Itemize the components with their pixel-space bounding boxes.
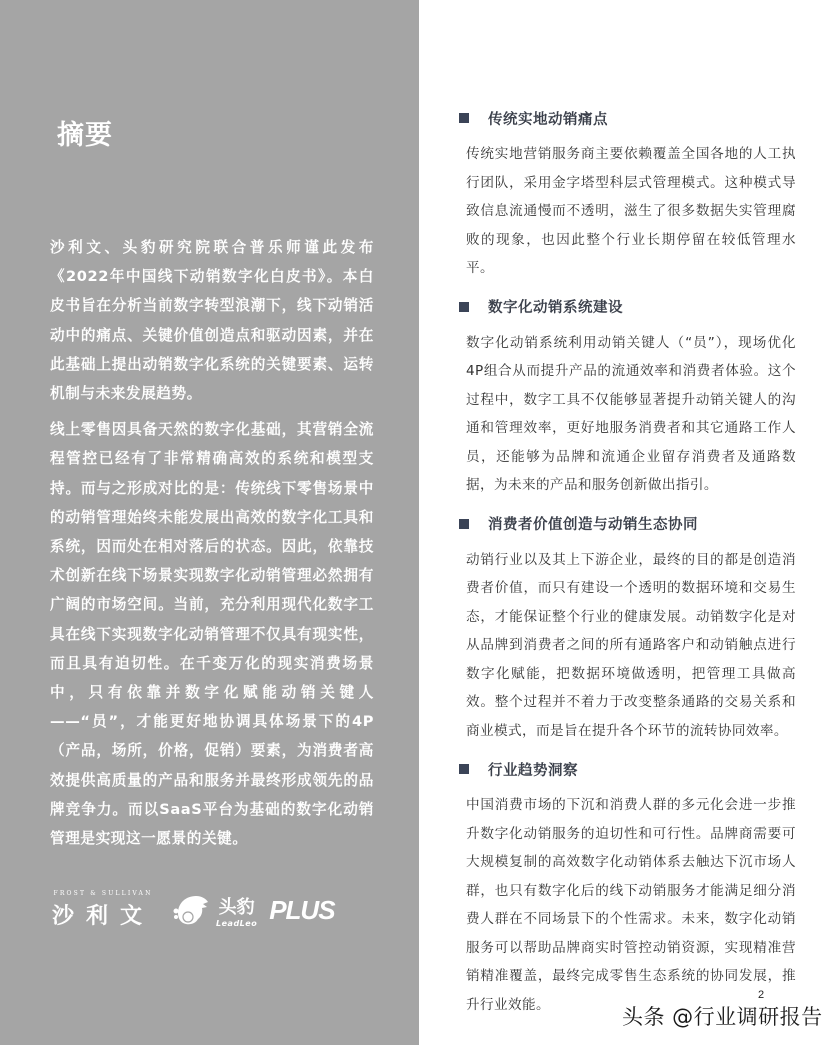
sections-column xyxy=(458,104,796,1029)
leopard-head-icon xyxy=(172,893,210,927)
frost-sullivan-cn: 沙利文 xyxy=(52,904,155,929)
watermark: 头条 @行业调研报告 xyxy=(622,1005,823,1029)
summary-body xyxy=(50,233,374,860)
leadleo-cn: 头豹 xyxy=(218,896,255,918)
leadleo-logo xyxy=(172,893,257,928)
frost-sullivan-en: FROST & SULLIVAN xyxy=(53,890,153,897)
section-body: 传统实地营销服务商主要依赖覆盖全国各地的人工执行团队，采用金字塔型科层式管理模式。这种模式导致信息流通慢而不透明，滋生了很多数据失实管理腐败的现象，也因此整个行业长期停留在较低管理水平。 xyxy=(466,146,796,276)
section-industry-trends xyxy=(458,755,796,1019)
section-body: 动销行业以及其上下游企业，最终的目的都是创造消费者价值，而只有建设一个透明的数据环境和交易生态，才能保证整个行业的健康发展。动销数字化是对从品牌到消费者之间的所有通路客户和动销触点进行数字化赋能，把数据环境做透明，把管理工具做高效。整个过程并不着力于改变整条通路的交易关系和商业模式，而是旨在提升各个环节的流转协同效率。 xyxy=(466,551,796,739)
section-body: 中国消费市场的下沉和消费人群的多元化会进一步推升数字化动销服务的迫切性和可行性。品牌商需要可大规模复制的高效数字化动销体系去触达下沉市场人群，也只有数字化后的线下动销服务才能满足细分消费人群在不同场景下的个性需求。未来，数字化动销服务可以帮助品牌商实时管控动销资源，实现精准营销精准覆盖，最终完成零售生态系统的协同发展，推升行业效能。 xyxy=(466,797,796,1013)
section-consumer-value xyxy=(458,510,796,746)
summary-title: 摘要 xyxy=(57,120,113,151)
section-system-building xyxy=(458,293,796,500)
summary-paragraph: 线上零售因具备天然的数字化基础，其营销全流程管控已经有了非常精确高效的系统和模型支持。而与之形成对比的是：传统线下零售场景中的动销管理始终未能发展出高效的数字化工具和系统，因而处在相对落后的状态。因此，依靠技术创新在线下场景实现数字化动销管理必然拥有广阔的市场空间。当前，充分利用现代化数字工具在线下实现数字化动销管理不仅具有现实性，而且具有迫切性。在千变万化的现实消费场景中，只有依靠并数字化赋能动销关键人——“员”，才能更好地协调具体场景下的4P（产品，场所，价格，促销）要素，为消费者高效提供高质量的产品和服务并最终形成领先的品牌竞争力。而以SaaS平台为基础的数字化动销管理是实现这一愿景的关键。 xyxy=(50,421,374,848)
section-pain-points xyxy=(458,104,796,283)
square-bullet-icon xyxy=(459,302,469,312)
square-bullet-icon xyxy=(459,113,469,123)
square-bullet-icon xyxy=(459,519,469,529)
section-title: 消费者价值创造与动销生态协同 xyxy=(488,517,698,533)
section-title: 行业趋势洞察 xyxy=(488,762,578,779)
page-number: 2 xyxy=(758,989,765,1001)
section-title: 数字化动销系统建设 xyxy=(488,300,623,316)
square-bullet-icon xyxy=(459,764,469,774)
section-body: 数字化动销系统利用动销关键人（“员”），现场优化4P组合从而提升产品的流通效率和消费者体验。这个过程中，数字工具不仅能够显著提升动销关键人的沟通和管理效率，更好地服务消费者和其它通路工作人员，还能够为品牌和流通企业留存消费者及通路数据，为未来的产品和服务创新做出指引。 xyxy=(466,334,796,493)
partner-logos xyxy=(52,885,362,935)
frost-sullivan-logo xyxy=(52,890,154,930)
summary-paragraph: 沙利文、头豹研究院联合普乐师谨此发布《2022年中国线下动销数字化白皮书》。本白皮书旨在分析当前数字转型浪潮下，线下动销活动中的痛点、关键价值创造点和驱动因素，并在此基础上提出动销数字化系统的关键要素、运转机制与未来发展趋势。 xyxy=(50,239,374,403)
section-title: 传统实地动销痛点 xyxy=(488,111,608,128)
leadleo-en: LeadLeo xyxy=(216,918,258,928)
plus-logo: PLUS xyxy=(269,894,335,925)
